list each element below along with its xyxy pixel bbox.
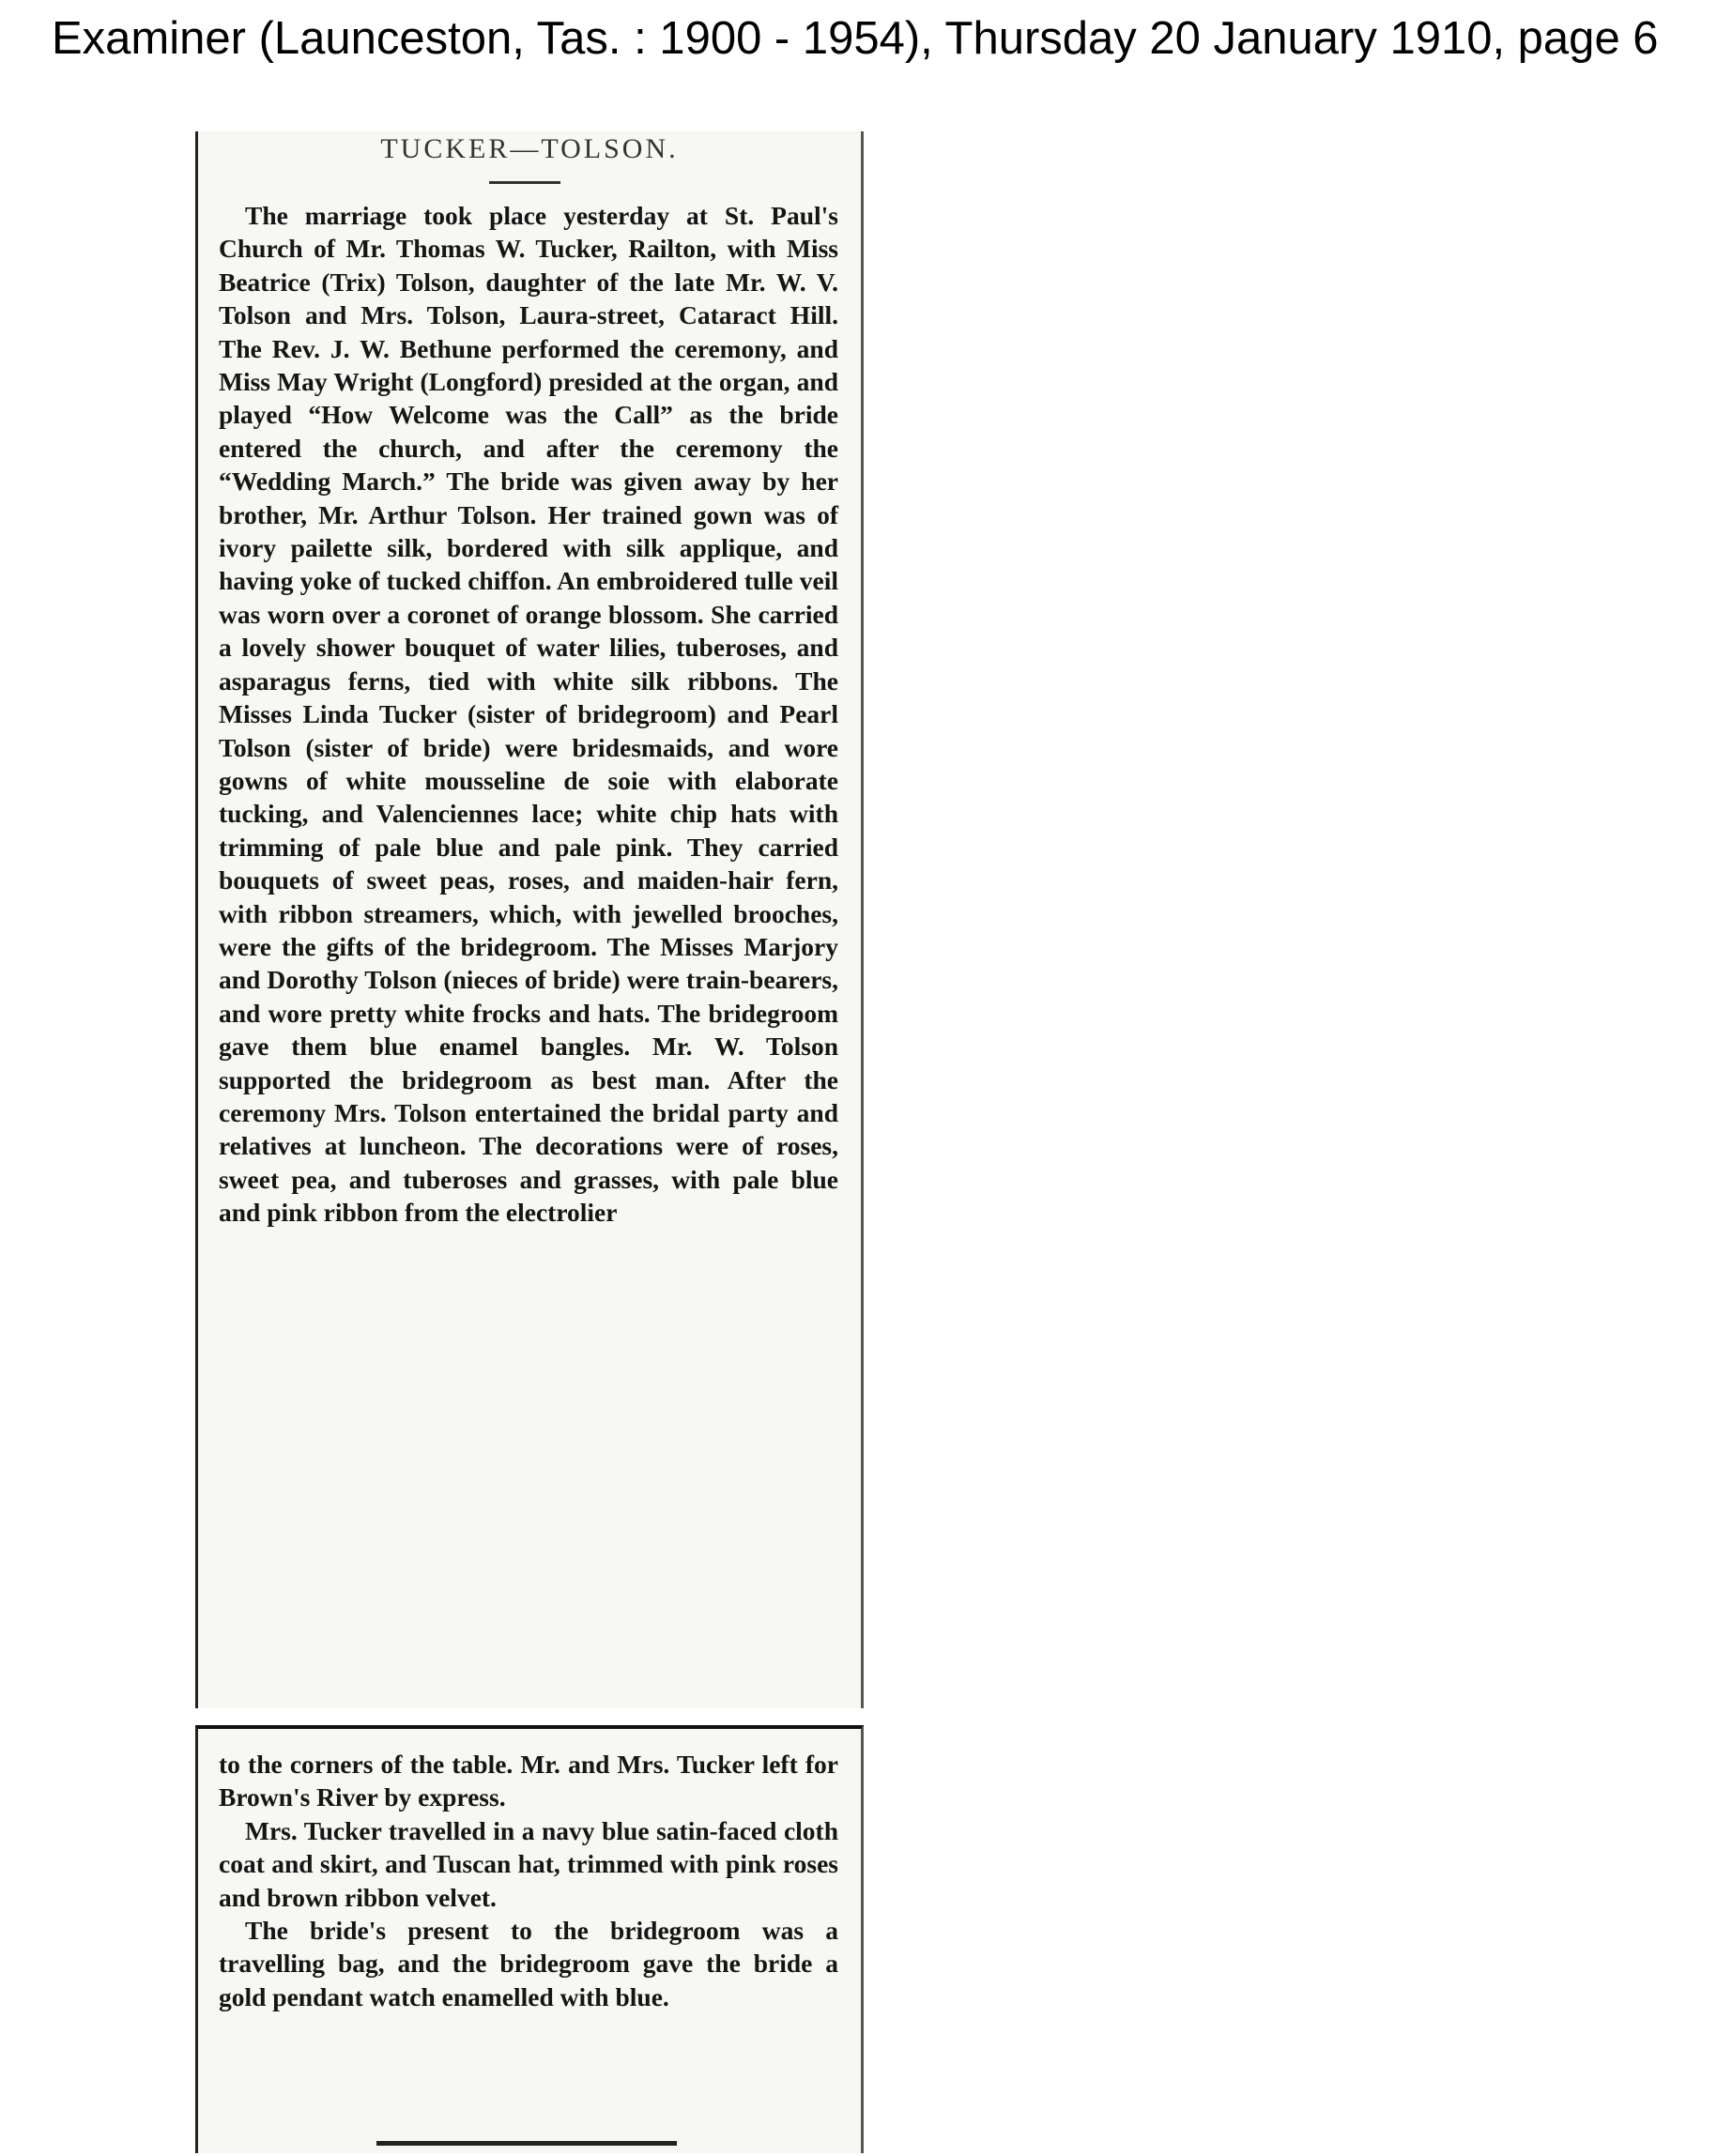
- article-headline: TUCKER—TOLSON.: [380, 133, 679, 164]
- article-clipping-lower: [195, 1725, 864, 2153]
- article-paragraph: to the corners of the table. Mr. and Mrs. Tucker left for Brown's River by express.: [219, 1750, 838, 1812]
- article-body-upper: [219, 199, 838, 1230]
- article-body-lower: [219, 1748, 838, 2013]
- article-paragraph: The bride's present to the bridegroom was a travelling bag, and the bridegroom gave the bride a gold pendant watch enamelled with blue.: [219, 1916, 838, 2011]
- article-paragraph: Mrs. Tucker travelled in a navy blue satin-faced cloth coat and skirt, and Tuscan hat, trimmed with pink roses and brown ribbon velvet.: [219, 1815, 838, 1912]
- headline-rule: [489, 181, 560, 184]
- article-clipping-upper: [195, 131, 864, 1708]
- article-end-rule: [376, 2141, 677, 2146]
- page-citation: Examiner (Launceston, Tas. : 1900 - 1954), Thursday 20 January 1910, page 6: [52, 13, 1659, 64]
- article-paragraph: The marriage took place yesterday at St. Paul's Church of Mr. Thomas W. Tucker, Railton, with Miss Beatrice (Trix) Tolson, daughter of the late Mr. W. V. Tolson and Mrs. Tolson, Laura-street, Cataract Hill. The Rev. J. W. Bethune performed the ceremony, and Miss May Wright (Longford) presided at the organ, and played “How Welcome was the Call” as the bride entered the church, and after the ceremony the “Wedding March.” The bride was given away by her brother, Mr. Arthur Tolson. Her trained gown was of ivory pailette silk, bordered with silk applique, and having yoke of tucked chiffon. An embroidered tulle veil was worn over a coronet of orange blossom. She carried a lovely shower bouquet of water lilies, tuberoses, and asparagus ferns, tied with white silk ribbons. The Misses Linda Tucker (sister of bridegroom) and Pearl Tolson (sister of bride) were bridesmaids, and wore gowns of white mousseline de soie with elaborate tucking, and Valenciennes lace; white chip hats with trimming of pale blue and pale pink. They carried bouquets of sweet peas, roses, and maiden-hair fern, with ribbon streamers, which, with jewelled brooches, were the gifts of the bridegroom. The Misses Marjory and Dorothy Tolson (nieces of bride) were train-bearers, and wore pretty white frocks and hats. The bridegroom gave them blue enamel bangles. Mr. W. Tolson supported the bridegroom as best man. After the ceremony Mrs. Tolson entertained the bridal party and relatives at luncheon. The decorations were of roses, sweet pea, and tuberoses and grasses, with pale blue and pink ribbon from the electrolier: [219, 201, 838, 1228]
